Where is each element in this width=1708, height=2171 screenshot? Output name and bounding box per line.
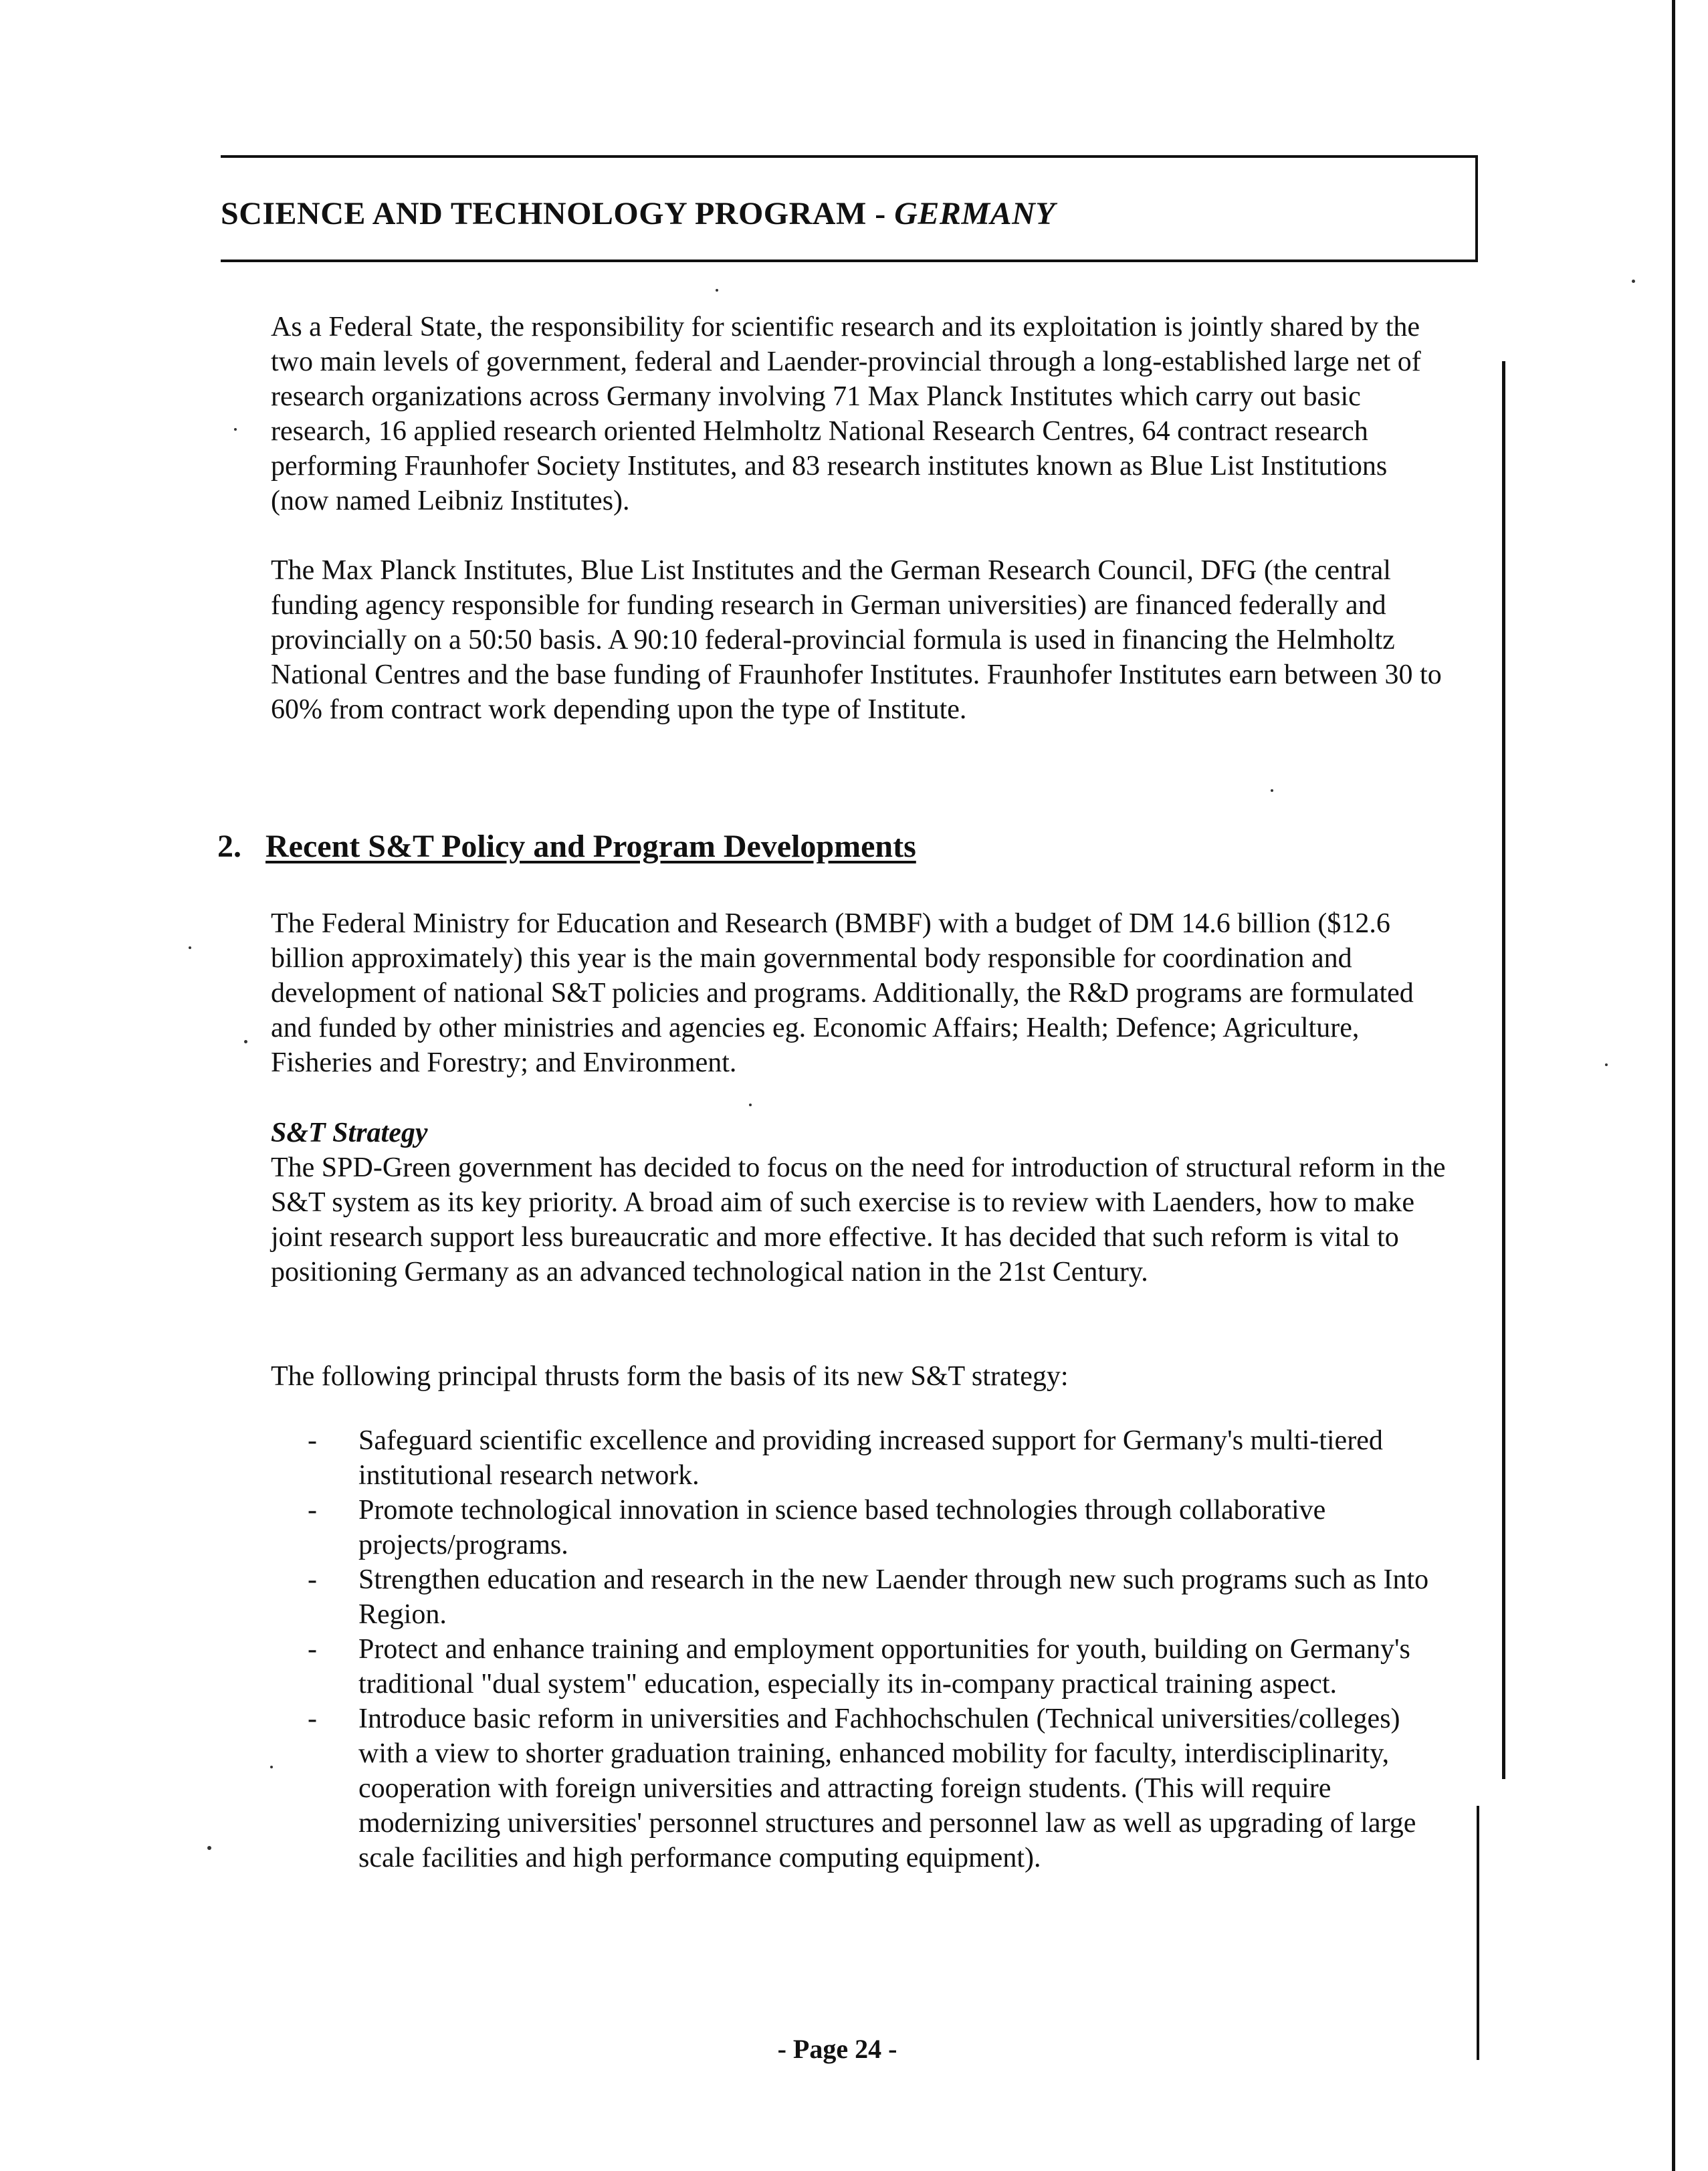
strategy-subheading: S&T Strategy xyxy=(271,1118,428,1148)
section-number: 2. xyxy=(217,829,241,864)
page-edge-line xyxy=(1672,0,1675,2171)
bullet-dash: - xyxy=(308,1634,317,1665)
intro-paragraph-research-organizations: As a Federal State, the responsibility for scientific research and its exploitation is jointly shared by the two main levels of government, federal and Laender-provincial through a long-established large net of research organizations across Germany involving 71 Max Planck Institutes which carry out basic research, 16 applied research oriented Helmholtz National Research Centres, 64 contract research performing Fraunhofer Society Institutes, and 83 research institutes known as Blue List Institutions (now named Leibniz Institutes). xyxy=(271,312,1421,516)
list-item xyxy=(301,1562,1451,1632)
list-item-text: Strengthen education and research in the new Laender through new such programs such as Into Region. xyxy=(358,1564,1429,1630)
header-bottom-rule xyxy=(221,260,1478,262)
list-item xyxy=(301,1423,1451,1493)
page-title-main: SCIENCE AND TECHNOLOGY PROGRAM - xyxy=(221,196,895,231)
page-title xyxy=(221,195,1055,232)
scan-speck xyxy=(716,289,718,292)
scan-speck xyxy=(1605,1063,1608,1066)
list-item xyxy=(301,1701,1451,1875)
bullet-dash: - xyxy=(308,1564,317,1595)
list-item-text: Introduce basic reform in universities and Fachhochschulen (Technical universities/colleges) with a view to shorter graduation training, enhanced mobility for faculty, interdisciplinarity, cooperation with foreign universities and attracting foreign students. (This will require modernizing universities' personnel structures and personnel law as well as upgrading of large scale facilities and high performance computing equipment). xyxy=(358,1703,1416,1873)
page-title-country: GERMANY xyxy=(894,196,1056,231)
list-item-text: Safeguard scientific excellence and providing increased support for Germany's multi-tiered institutional research network. xyxy=(358,1425,1383,1491)
page-number: - Page 24 - xyxy=(777,2034,897,2064)
list-item-text: Promote technological innovation in science based technologies through collaborative projects/programs. xyxy=(358,1495,1326,1560)
scan-speck xyxy=(207,1846,211,1850)
section-paragraph-bmbf: The Federal Ministry for Education and Research (BMBF) with a budget of DM 14.6 billion ($12.6 billion approximately) this year is the main governmental body responsible for coordination and development of national S&T policies and programs. Additionally, the R&D programs are formulated and funded by other ministries and agencies eg. Economic Affairs; Health; Defence; Agriculture, Fisheries and Forestry; and Environment. xyxy=(271,908,1414,1078)
header-frame-right-rule xyxy=(1475,155,1478,262)
right-margin-bar xyxy=(1502,361,1505,1779)
scan-speck xyxy=(270,1766,273,1768)
bullet-dash: - xyxy=(308,1495,317,1526)
right-margin-bar-lower xyxy=(1477,1806,1479,2060)
scan-speck xyxy=(749,1104,752,1106)
list-item-text: Protect and enhance training and employment opportunities for youth, building on Germany's traditional "dual system" education, especially its in-company practical training aspect. xyxy=(358,1634,1410,1699)
section-heading xyxy=(217,828,916,865)
scan-speck xyxy=(1271,789,1273,792)
header-frame-top-rule xyxy=(221,155,1478,158)
scan-speck xyxy=(1632,280,1635,283)
list-item xyxy=(301,1493,1451,1562)
bullet-dash: - xyxy=(308,1425,317,1456)
list-item xyxy=(301,1632,1451,1701)
section-title: Recent S&T Policy and Program Developments xyxy=(265,829,916,864)
thrusts-intro: The following principal thrusts form the basis of its new S&T strategy: xyxy=(271,1361,1069,1392)
thrusts-list xyxy=(301,1423,1451,1875)
scan-speck xyxy=(244,1040,247,1043)
intro-paragraph-funding: The Max Planck Institutes, Blue List Institutes and the German Research Council, DFG (the central funding agency responsible for funding research in German universities) are financed federally and provincially on a 50:50 basis. A 90:10 federal-provincial formula is used in financing the Helmholtz National Centres and the base funding of Fraunhofer Institutes. Fraunhofer Institutes earn between 30 to 60% from contract work depending upon the type of Institute. xyxy=(271,555,1442,725)
strategy-paragraph: The SPD-Green government has decided to focus on the need for introduction of structural reform in the S&T system as its key priority. A broad aim of such exercise is to review with Laenders, how to make joint research support less bureaucratic and more effective. It has decided that such reform is vital to positioning Germany as an advanced technological nation in the 21st Century. xyxy=(271,1152,1446,1287)
scan-speck xyxy=(189,946,191,949)
bullet-dash: - xyxy=(308,1703,317,1734)
scan-speck xyxy=(234,428,237,431)
